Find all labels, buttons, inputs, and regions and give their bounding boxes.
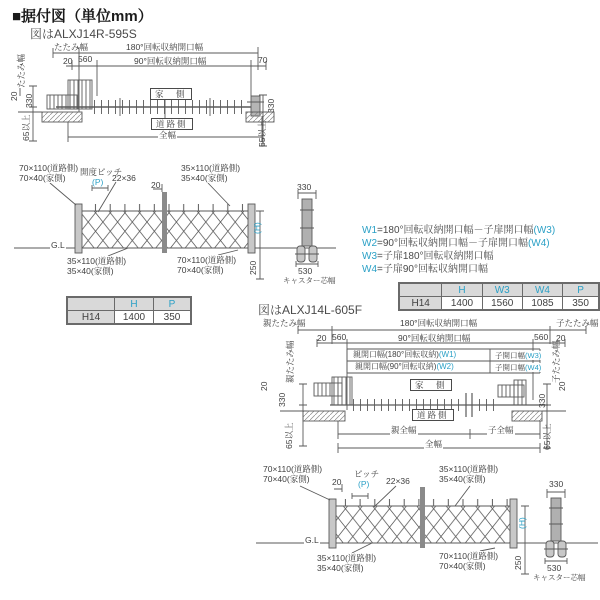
material-line: 35×110(道路側) bbox=[181, 163, 241, 173]
legend-w1-ref: (W3) bbox=[533, 225, 556, 236]
plan2-parent-tatami-top: 親たたみ幅 bbox=[263, 318, 306, 328]
legend-w2: W2 bbox=[362, 238, 377, 249]
material-line: 70×40(家側) bbox=[177, 265, 224, 276]
plan2-dim-65-right: 65以上 bbox=[542, 423, 552, 450]
material-line: 70×110(道路側) bbox=[19, 163, 79, 173]
plan1-dim-330-left: 330 bbox=[24, 93, 34, 108]
elev1-gl-label: G.L bbox=[51, 240, 65, 250]
elev1-material-top-right bbox=[180, 163, 241, 183]
plan2-child-full-label: 子全幅 bbox=[488, 425, 514, 435]
plan1-road-side-box: 道路側 bbox=[151, 118, 193, 130]
plan2-dim-560-left: 560 bbox=[332, 332, 347, 342]
material-line: 70×110(道路側) bbox=[177, 255, 237, 265]
plan2-dim-20-left: 20 bbox=[317, 333, 327, 343]
elev2-caster-dim-330: 330 bbox=[549, 479, 564, 489]
plan1-house-side-box: 家 側 bbox=[150, 88, 192, 100]
plan2-child-tatami-top: 子たたみ幅 bbox=[556, 318, 599, 328]
elev2-material-top-left bbox=[262, 464, 323, 484]
parent-open90-label: 親開口幅(90°回転収納) bbox=[355, 362, 437, 371]
plan2-open90-label: 90°回転収納開口幅 bbox=[398, 333, 471, 343]
plan1-dim-70: 70 bbox=[258, 55, 268, 65]
plan2-dim-20-right-vert: 20 bbox=[557, 381, 567, 391]
material-line: 70×40(家側) bbox=[439, 561, 486, 572]
elev1-dim-20: 20 bbox=[151, 180, 161, 190]
elev1-material-bottom-right bbox=[176, 255, 237, 275]
legend-w4: W4 bbox=[362, 264, 377, 275]
elev2-pitch-label: ピッチ bbox=[354, 469, 380, 479]
plan2-parent-open90-row bbox=[354, 362, 455, 372]
plan2-child-open-w3-row bbox=[494, 351, 542, 360]
figure1-model-label: 図はALXJ14R-595S bbox=[30, 27, 137, 41]
material-line: 70×40(家側) bbox=[19, 173, 66, 184]
legend-w1: W1 bbox=[362, 225, 377, 236]
legend-w3: W3 bbox=[362, 251, 377, 262]
elev1-material-top-left bbox=[18, 163, 79, 183]
elev2-h-label: (H) bbox=[517, 517, 527, 529]
plan2-child-open-w4-row bbox=[494, 363, 542, 372]
legend-w3-body: =子扉180°回転収納開口幅 bbox=[377, 251, 494, 262]
material-line: 70×110(道路側) bbox=[439, 551, 499, 561]
plan1-open180-label: 180°回転収納開口幅 bbox=[126, 42, 204, 52]
elev2-pitch-p-label: (P) bbox=[358, 479, 370, 489]
plan2-full-width-label: 全幅 bbox=[425, 439, 443, 449]
plan2-dim-330-left: 330 bbox=[277, 392, 287, 407]
legend-line-w4 bbox=[362, 260, 488, 275]
table1-header-h: H bbox=[115, 297, 154, 311]
plan2-dim-560-right: 560 bbox=[534, 332, 549, 342]
material-line: 35×110(道路側) bbox=[67, 256, 127, 266]
material-line: 35×110(道路側) bbox=[439, 464, 499, 474]
elev1-pitch-p-label: (P) bbox=[92, 177, 104, 187]
plan2-dim-65-left: 65以上 bbox=[284, 422, 294, 449]
elev2-material-top-right bbox=[438, 464, 499, 484]
material-line: 35×110(道路側) bbox=[317, 553, 377, 563]
table1-header-p: P bbox=[154, 297, 192, 311]
plan1-dim-20-top: 20 bbox=[63, 56, 73, 66]
elev2-gl-label: G.L bbox=[305, 535, 319, 545]
plan2-open180-label: 180°回転収納開口幅 bbox=[400, 318, 478, 328]
elev1-material-bottom-left bbox=[66, 256, 127, 276]
w2-ref: (W2) bbox=[436, 362, 454, 371]
legend-w1-body: =180°回転収納開口幅－子扉開口幅 bbox=[377, 225, 534, 236]
plan1-dim-20-left: 20 bbox=[9, 91, 19, 101]
table2-cell-h14: H14 bbox=[399, 297, 442, 311]
table1-header-blank bbox=[67, 297, 115, 311]
spec-table-1 bbox=[66, 296, 192, 325]
plan2-road-side-box: 道路側 bbox=[412, 409, 454, 421]
table2-cell-1085: 1085 bbox=[522, 297, 562, 311]
legend-w2-ref: (W4) bbox=[527, 238, 550, 249]
table2-cell-1560: 1560 bbox=[482, 297, 522, 311]
plan2-parent-full-label: 親全幅 bbox=[391, 425, 417, 435]
w3-ref: (W3) bbox=[525, 351, 542, 360]
elev1-dim-250: 250 bbox=[248, 260, 258, 275]
elev1-dim-530: 530 bbox=[298, 266, 313, 276]
plan1-full-width-label: 全幅 bbox=[159, 130, 177, 140]
elev2-dim-20: 20 bbox=[332, 477, 342, 487]
spec-table-2 bbox=[398, 282, 600, 311]
table1-cell-350: 350 bbox=[154, 311, 192, 325]
elev1-caster-dim-330: 330 bbox=[297, 182, 312, 192]
plan2-house-side-box: 家 側 bbox=[410, 379, 452, 391]
table2-header-blank bbox=[399, 283, 442, 297]
elev2-dim-250: 250 bbox=[513, 555, 523, 570]
plan2-dim-330-right: 330 bbox=[537, 393, 547, 408]
elev2-material-bottom-right bbox=[438, 551, 499, 571]
elev2-linework bbox=[256, 484, 598, 574]
plan1-dim-65-right: 65以上 bbox=[257, 120, 267, 147]
plan1-dim-65-left: 65以上 bbox=[21, 114, 31, 141]
plan1-tatami-top-label: たたみ幅 bbox=[54, 42, 89, 52]
elev2-material-bottom-left bbox=[316, 553, 377, 573]
plan1-tatami-left-label: たたみ幅 bbox=[16, 53, 26, 88]
material-line: 35×40(家側) bbox=[439, 474, 486, 485]
page-title: ■据付図（単位mm） bbox=[12, 8, 153, 25]
table2-header-h: H bbox=[442, 283, 482, 297]
plan2-child-tatami-right: 子たたみ幅 bbox=[551, 340, 561, 383]
material-line: 70×40(家側) bbox=[263, 474, 310, 485]
plan2-dim-20-left-vert: 20 bbox=[259, 381, 269, 391]
table2-header-w4: W4 bbox=[522, 283, 562, 297]
plan1-dim-330-right: 330 bbox=[266, 98, 276, 113]
table2-cell-350: 350 bbox=[563, 297, 599, 311]
elev2-dim-530: 530 bbox=[547, 563, 562, 573]
elev1-caster-width-label: キャスター芯幅 bbox=[283, 276, 336, 285]
elev2-caster-width-label: キャスター芯幅 bbox=[533, 573, 586, 582]
table1-cell-h14: H14 bbox=[67, 311, 115, 325]
legend-w2-body: =90°回転収納開口幅－子扉開口幅 bbox=[377, 238, 528, 249]
plan1-open90-label: 90°回転収納開口幅 bbox=[134, 56, 207, 66]
elev2-dim-22x36: 22×36 bbox=[386, 476, 410, 486]
plan2-dim-20-right: 20 bbox=[556, 333, 566, 343]
child-open-label: 子開口幅 bbox=[495, 363, 525, 372]
w1-ref: (W1) bbox=[438, 350, 457, 359]
table1-cell-1400: 1400 bbox=[115, 311, 154, 325]
plan2-parent-open180-row bbox=[352, 350, 457, 360]
elev1-dim-22x36: 22×36 bbox=[112, 173, 136, 183]
plan1-dim-560: 560 bbox=[78, 54, 93, 64]
elev1-h-label: (H) bbox=[252, 222, 262, 234]
plan2-parent-tatami-left: 親たたみ幅 bbox=[285, 340, 295, 383]
parent-open180-label: 親開口幅(180°回転収納) bbox=[353, 350, 439, 359]
elev1-pitch-label: 開度ピッチ bbox=[80, 167, 123, 177]
material-line: 35×40(家側) bbox=[317, 563, 364, 574]
legend-w4-body: =子扉90°回転収納開口幅 bbox=[377, 264, 488, 275]
child-open-label: 子開口幅 bbox=[495, 351, 525, 360]
material-line: 70×110(道路側) bbox=[263, 464, 323, 474]
table2-cell-1400: 1400 bbox=[442, 297, 482, 311]
figure2-model-label: 図はALXJ14L-605F bbox=[258, 303, 363, 317]
elev1-linework bbox=[14, 182, 336, 279]
material-line: 35×40(家側) bbox=[181, 173, 228, 184]
material-line: 35×40(家側) bbox=[67, 266, 114, 277]
table2-header-w3: W3 bbox=[482, 283, 522, 297]
table2-header-p: P bbox=[563, 283, 599, 297]
w4-ref: (W4) bbox=[525, 363, 542, 372]
